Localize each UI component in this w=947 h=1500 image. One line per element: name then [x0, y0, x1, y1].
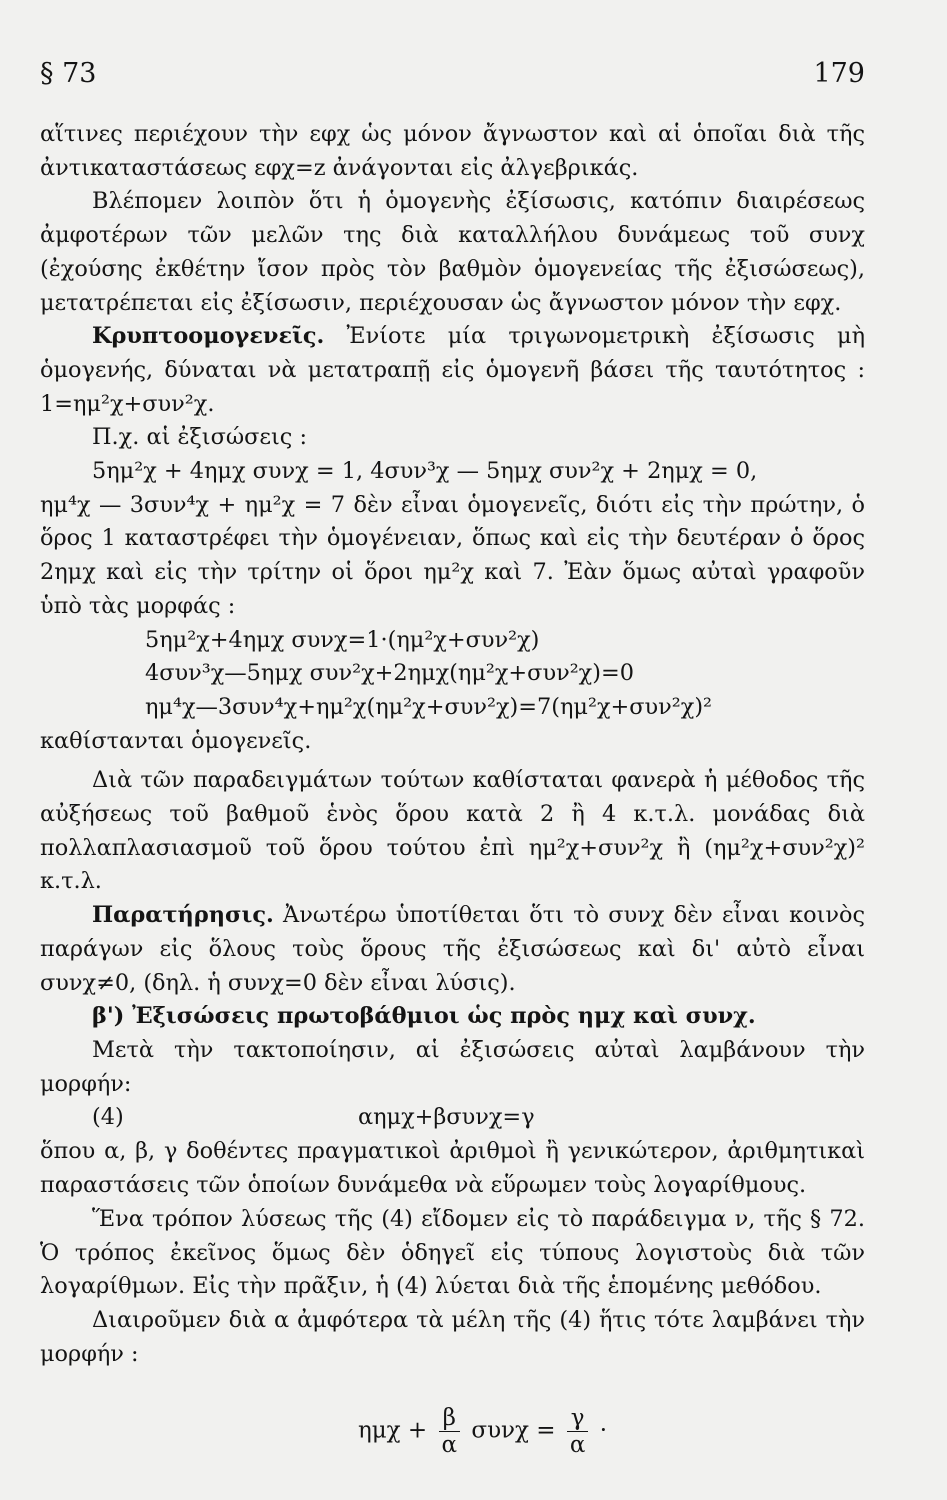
paragraph-11: ὅπου α, β, γ δοθέντες πραγματικοὶ ἀριθμοὶ ἢ γενικώτερον, ἀριθμητικαὶ παραστάσεις τῶν ὁποίων δυνάμεθα νὰ εὕρωμεν τοὺς λογαρίθμους.: [40, 1138, 865, 1199]
heading-paratirisis: Παρατήρησις.: [92, 902, 274, 929]
paragraph-3: [40, 320, 865, 421]
example-equations-line: 5ημ²χ + 4ημχ συνχ = 1, 4συν³χ — 5ημχ συν²χ + 2ημχ = 0,: [92, 458, 758, 485]
fraction-beta-over-alpha: [439, 1405, 461, 1458]
final-eq-term1: ημχ +: [357, 1417, 428, 1444]
paragraph-5: ημ⁴χ — 3συν⁴χ + ημ²χ = 7 δὲν εἶναι ὁμογενεῖς, διότι εἰς τὴν πρώτην, ὁ ὅρος 1 καταστρέφει τὴν ὁμογένειαν, ὅπως καὶ εἰς τὴν δευτέραν ὁ ὅρος 2ημχ καὶ εἰς τὴν τρίτην οἱ ὅροι ημ²χ καὶ 7. Ἐὰν ὅμως αὐταὶ γραφοῦν ὑπὸ τὰς μορφάς :: [40, 491, 865, 619]
paragraph-2: Βλέπομεν λοιπὸν ὅτι ἡ ὁμογενὴς ἐξίσωσις, κατόπιν διαιρέσεως ἀμφοτέρων τῶν μελῶν της διὰ καταλλήλου δυνάμεως τοῦ συνχ (ἐχούσης ἐκθέτην ἴσον πρὸς τὸν βαθμὸν ὁμογενείας τῆς ἐξισώσεως), μετατρέπεται εἰς ἐξίσωσιν, περιέχουσαν ὡς ἄγνωστον μόνον τὴν εφχ.: [40, 188, 865, 316]
equation-4-label: (4): [92, 1104, 124, 1131]
equation-4: [40, 1101, 865, 1135]
page-body: [40, 118, 865, 1458]
paragraph-4: Π.χ. αἱ ἐξισώσεις :: [92, 424, 307, 451]
formula-2: 4συν³χ—5ημχ συν²χ+2ημχ(ημ²χ+συν²χ)=0: [145, 660, 634, 687]
paragraph-6: καθίστανται ὁμογενεῖς.: [40, 727, 312, 754]
heading-kryptoomogeneis: Κρυπτοομογενεῖς.: [92, 323, 325, 350]
equation-4-body: αημχ+βσυνχ=γ: [358, 1104, 535, 1131]
paragraph-1: αἵτινες περιέχουν τὴν εφχ ὡς μόνον ἄγνωστον καὶ αἱ ὁποῖαι διὰ τῆς ἀντικαταστάσεως εφχ=z ἀνάγονται εἰς ἀλγεβρικάς.: [40, 121, 865, 181]
final-eq-term2: συνχ =: [471, 1417, 556, 1444]
fraction-1-denominator: α: [441, 1432, 458, 1459]
paragraph-8-text: Ἀνωτέρω ὑποτίθεται ὅτι τὸ συνχ δὲν εἶναι κοινὸς παράγων εἰς ὅλους τοὺς ὅρους τῆς ἐξισώσεως καὶ δι' αὐτὸ εἶναι συνχ≠0, (δηλ. ἡ συνχ=0 δὲν εἶναι λύσις).: [40, 902, 865, 996]
section-heading-beta: β') Ἐξισώσεις πρωτοβάθμιοι ὡς πρὸς ημχ καὶ συνχ.: [92, 1003, 756, 1030]
fraction-gamma-over-alpha: [567, 1405, 589, 1458]
formula-1: 5ημ²χ+4ημχ συνχ=1·(ημ²χ+συν²χ): [145, 626, 540, 653]
formula-3: ημ⁴χ—3συν⁴χ+ημ²χ(ημ²χ+συν²χ)=7(ημ²χ+συν²χ)²: [145, 693, 713, 720]
paragraph-13: Διαιροῦμεν διὰ α ἀμφότερα τὰ μέλη τῆς (4) ἥτις τότε λαμβάνει τὴν μορφήν :: [40, 1306, 865, 1367]
paragraph-10: Μετὰ τὴν τακτοποίησιν, αἱ ἐξισώσεις αὐταὶ λαμβάνουν τὴν μορφήν:: [40, 1036, 865, 1097]
paragraph-8: [40, 899, 865, 1000]
paragraph-12: Ἕνα τρόπον λύσεως τῆς (4) εἴδομεν εἰς τὸ παράδειγμα ν, τῆς § 72. Ὁ τρόπος ἐκεῖνος ὅμως δὲν ὁδηγεῖ εἰς τύπους λογιστοὺς διὰ τῶν λογαρίθμων. Εἰς τὴν πρᾶξιν, ἡ (4) λύεται διὰ τῆς ἑπομένης μεθόδου.: [40, 1205, 865, 1300]
final-equation: [40, 1405, 865, 1458]
page-number: 179: [813, 58, 865, 89]
page-header: [40, 58, 865, 98]
fraction-2-denominator: α: [569, 1432, 586, 1459]
fraction-2-numerator: γ: [567, 1405, 589, 1432]
fraction-1-numerator: β: [439, 1405, 461, 1432]
final-eq-end: ·: [599, 1417, 608, 1444]
section-number: § 73: [40, 58, 97, 89]
paragraph-3-text: Ἐνίοτε μία τριγωνομετρικὴ ἐξίσωσις μὴ ὁμογενής, δύναται νὰ μετατραπῇ εἰς ὁμογενῆ βάσει τῆς ταυτότητος : 1=ημ²χ+συν²χ.: [40, 323, 865, 417]
paragraph-7: Διὰ τῶν παραδειγμάτων τούτων καθίσταται φανερὰ ἡ μέθοδος τῆς αὐξήσεως τοῦ βαθμοῦ ἑνὸς ὅρου κατὰ 2 ἢ 4 κ.τ.λ. μονάδας διὰ πολλαπλασιασμοῦ τοῦ ὅρου τούτου ἐπὶ ημ²χ+συν²χ ἢ (ημ²χ+συν²χ)² κ.τ.λ.: [40, 767, 865, 895]
